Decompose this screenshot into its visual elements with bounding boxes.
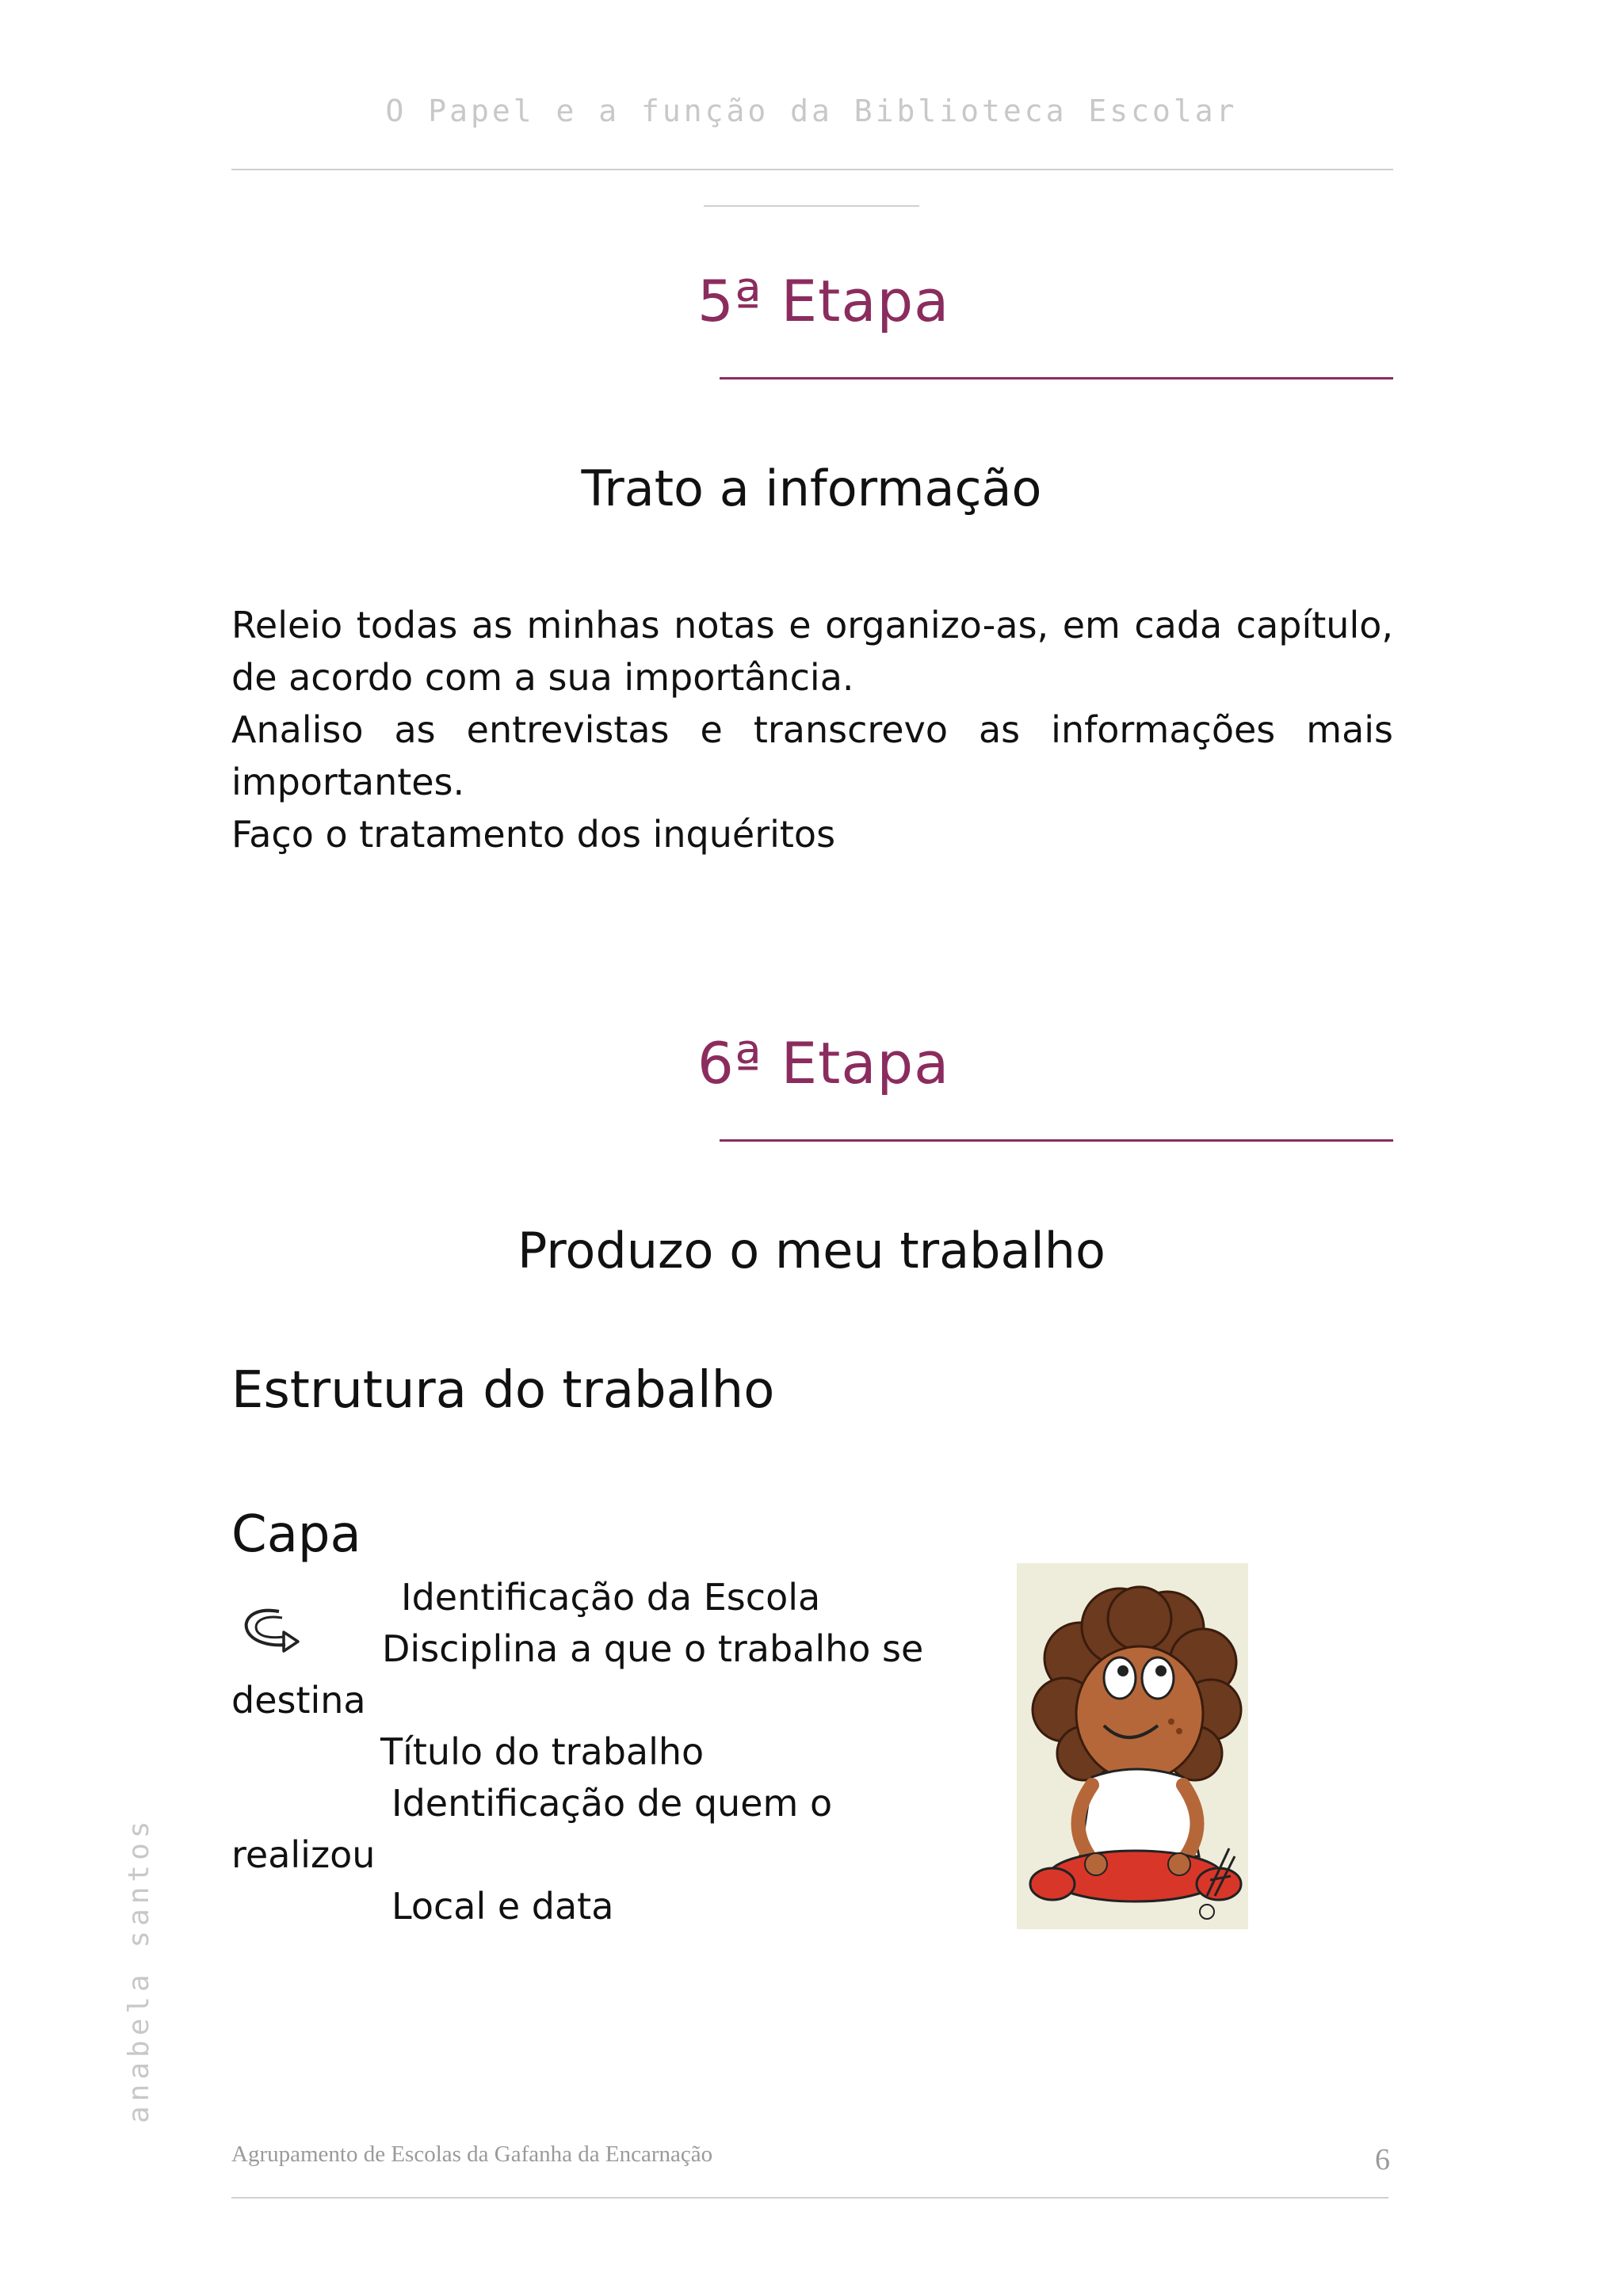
list-item: Título do trabalho [380, 1730, 705, 1773]
structure-heading: Estrutura do trabalho [231, 1361, 775, 1420]
cover-items-list [231, 1572, 960, 1932]
side-watermark: anabela santos [123, 1816, 155, 2123]
list-item: Identificação de quem o [391, 1782, 833, 1825]
stage-5-title: 5ª Etapa [697, 268, 950, 334]
stage-6-title: 6ª Etapa [697, 1030, 950, 1097]
page-header-title: O Papel e a função da Biblioteca Escolar [385, 93, 1238, 128]
stage-5-subtitle: Trato a informação [581, 460, 1042, 517]
list-item: Local e data [391, 1885, 614, 1928]
header-short-divider [704, 205, 919, 207]
stage-5-body [231, 599, 1393, 860]
header-divider [231, 169, 1393, 170]
list-item: realizou [231, 1833, 376, 1876]
cartoon-child-illustration [1017, 1563, 1248, 1929]
stage-6-rule [720, 1139, 1393, 1142]
paragraph: Releio todas as minhas notas e organizo-as, em cada capítulo, de acordo com a sua importância. [231, 604, 1393, 699]
stage-6-subtitle: Produzo o meu trabalho [517, 1222, 1106, 1280]
list-item: Identificação da Escola [401, 1576, 821, 1619]
page-number: 6 [1375, 2143, 1390, 2176]
list-item: destina [231, 1679, 366, 1722]
paragraph: Analiso as entrevistas e transcrevo as informações mais importantes. [231, 708, 1393, 803]
footer-text: Agrupamento de Escolas da Gafanha da Encarnação [231, 2142, 713, 2167]
footer-divider [231, 2197, 1388, 2199]
stage-5-rule [720, 377, 1393, 379]
list-item: Disciplina a que o trabalho se [382, 1627, 924, 1670]
paragraph: Faço o tratamento dos inquéritos [231, 813, 836, 856]
cover-heading: Capa [231, 1505, 361, 1564]
